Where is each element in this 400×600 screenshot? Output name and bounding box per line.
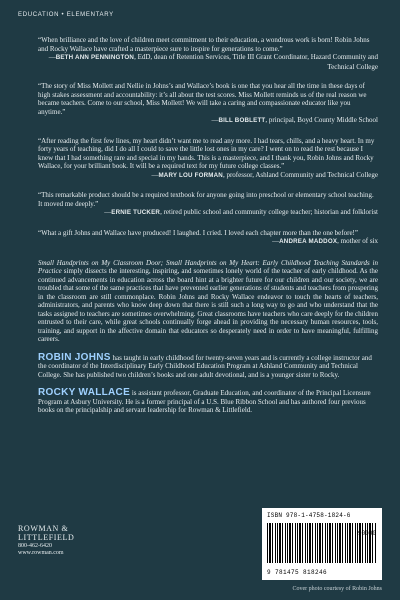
quote-2 — [38, 82, 378, 126]
publisher-phone: 800-462-6420 — [18, 543, 52, 549]
barcode-bars — [267, 523, 377, 563]
isbn-barcode — [262, 508, 382, 580]
quote-1 — [38, 36, 378, 71]
quote-1-attribution: —BETH ANN PENNINGTON, EdD, dean of Retention Services, Title III Grant Coordinator, Hazard Community and Technical College — [48, 53, 378, 71]
quote-5-name: ANDREA MADDOX — [279, 238, 338, 245]
blurb-book-title: Small Handprints on My Classroom Door; Small Handprints on My Heart: Early Childhood Teaching Standards in Practice — [38, 258, 378, 275]
cover-credit: Cover photo courtesy of Robin Johns — [292, 586, 382, 592]
quote-3 — [38, 137, 378, 181]
author-1-bio: has taught in early childhood for twenty-seven years and is currently a college instructor and the coordinator of the Interdisciplinary Early Childhood Education Program at Ashland Community and Technical College. She has published two children’s books and one adult devotional, and is a younger sister to Rocky. — [38, 353, 372, 379]
quote-2-attribution: —BILL BOBLETT, principal, Boyd County Middle School — [211, 116, 378, 124]
quote-2-name: BILL BOBLETT — [218, 117, 266, 124]
author-2 — [38, 389, 378, 415]
quote-5-role: , mother of six — [337, 237, 378, 245]
author-1 — [38, 351, 378, 380]
book-blurb — [38, 259, 378, 344]
quote-4-name: ERNIE TUCKER — [111, 209, 161, 216]
quote-3-name: MARY LOU FORMAN — [158, 171, 223, 179]
author-1-paragraph — [38, 351, 378, 380]
quote-4-role: , retired public school and community college teacher; historian and folklorist — [160, 208, 378, 216]
footer — [18, 508, 382, 588]
quote-5-text: “What a gift Johns and Wallace have produced! I laughed. I cried. I loved each chapter more than the one before!” — [38, 228, 358, 237]
quote-5 — [38, 229, 378, 247]
publisher-block — [18, 524, 168, 556]
publisher-name-line2: LITTLEFIELD — [18, 533, 75, 542]
price-code: 90000 — [357, 530, 376, 537]
quote-2-role: , principal, Boyd County Middle School — [265, 116, 378, 124]
author-2-name: ROCKY WALLACE — [38, 387, 131, 398]
blurb-paragraph — [38, 259, 378, 344]
author-2-paragraph — [38, 389, 378, 415]
author-1-name: ROBIN JOHNS — [38, 351, 111, 363]
publisher-name-line1: ROWMAN & — [18, 524, 69, 533]
quote-4 — [38, 191, 378, 218]
quote-1-role: , EdD, dean of Retention Services, Title III Grant Coordinator, Hazard Community and Technical College — [134, 53, 378, 71]
isbn-text: ISBN 978-1-4758-1824-6 — [267, 512, 351, 519]
quote-1-name: BETH ANN PENNINGTON — [55, 54, 135, 61]
quote-4-attribution: —ERNIE TUCKER, retired public school and community college teacher; historian and folklorist — [104, 208, 378, 216]
quote-4-text: “This remarkable product should be a required textbook for anyone going into preschool or elementary school teaching. It moved me deeply.” — [38, 191, 374, 208]
content-area — [38, 36, 378, 415]
quote-3-text: “After reading the first few lines, my heart didn’t want me to read any more. I had tears, chills, and a heavy heart. In my forty years of teaching, did I do all I could to save the little lost ones in my care? I went on to read the rest because I knew that I had something rare and special in my hands. This is a masterpiece, and I thank you, Robin Johns and Rocky Wallace, for your brilliant book. It will be a required text for my future college classes.” — [38, 136, 375, 170]
quote-2-text: “The story of Miss Mollett and Nellie in Johns’s and Wallace’s book is one that you hear all the time in these days of high stakes assessment and accountability: it’s all about the test scores. Miss Mollett reminds us of the real reason we became teachers. Come to our school, Miss Mollett! We will take a caring and compassionate educator like you anytime.” — [38, 82, 367, 116]
quote-3-role: , professor, Ashland Community and Technical College — [222, 170, 378, 179]
quote-5-attribution: —ANDREA MADDOX, mother of six — [272, 237, 378, 245]
category-label: EDUCATION • ELEMENTARY — [18, 12, 114, 18]
author-2-bio: is assistant professor, Graduate Education, and coordinator of the Principal Licensure Program at Asbury University. He is a former principal of a U.S. Blue Ribbon School and has authored four previous books on the principalship and servant leadership for Rowman & Littlefield. — [38, 389, 371, 414]
quote-3-attribution: —MARY LOU FORMAN, professor, Ashland Community and Technical College — [151, 170, 378, 179]
blurb-text: simply dissects the interesting, inspiring, and sometimes lonely world of the teacher of early childhood. As the continued advancements in education across the board hint at a brighter future for our children and our society, we are troubled that some of the same practices that have prevented earlier generations of students and teachers from prospering in the classroom are still commonplace. Robin Johns and Rocky Wallace endeavor to touch the hearts of teachers, administrators, and parents who know deep down that there is still such a long way to go and who understand that the tasks assigned to teachers are sometimes overwhelming. Great classrooms have teachers who care deeply for the children entrusted to their care, while great schools continually forge ahead in providing the necessary human resources, tools, training, and support in the affective domain that educators so desperately need in order to have meaningful, fulfilling careers. — [38, 267, 378, 343]
barcode-digits: 9 781475 818246 — [267, 569, 328, 576]
quote-1-text: “When brilliance and the love of children meet commitment to their education, a wondrous work is born! Robin Johns and Rocky Wallace have crafted a masterpiece sure to inspire for generations to come.” — [38, 36, 370, 53]
publisher-url: www.rowman.com — [18, 550, 64, 556]
